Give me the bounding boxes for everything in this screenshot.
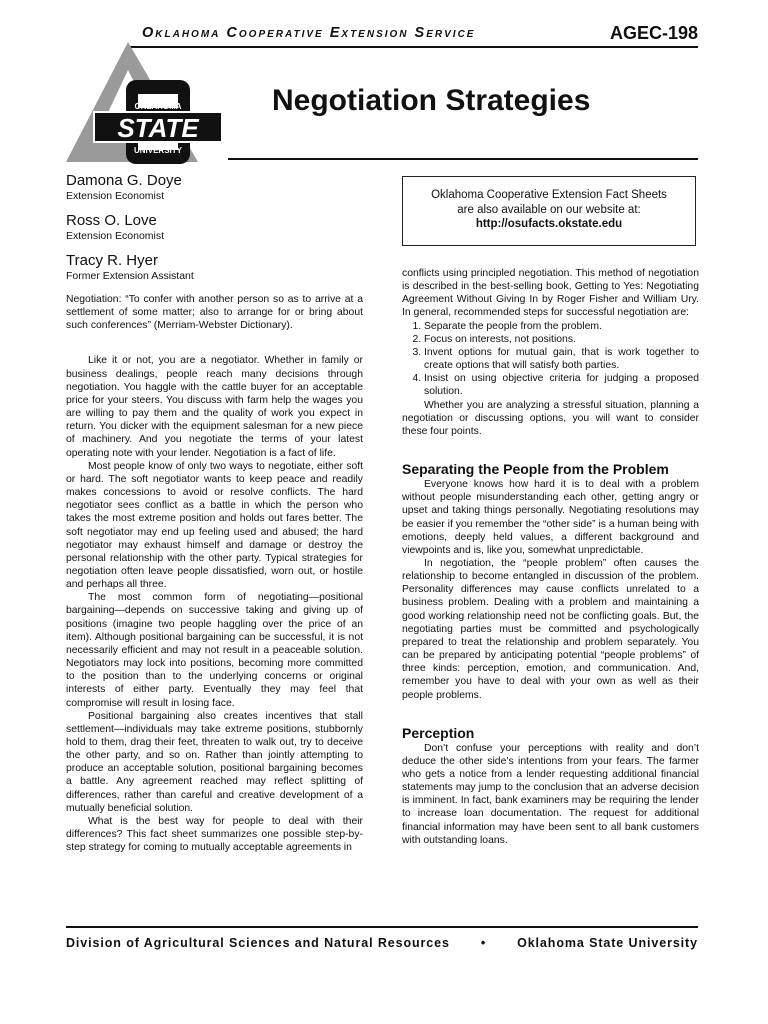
list-item: 1. Separate the people from the problem. [424, 320, 699, 333]
list-item: 3. Invent options for mutual gain, that is work together to create options that will satisfy both parties. [424, 346, 699, 372]
factbox-line: Oklahoma Cooperative Extension Fact Sheets [431, 189, 667, 201]
logo-state-text: STATE [117, 113, 199, 143]
extension-service-title: Oklahoma Cooperative Extension Service [142, 25, 476, 41]
footer-rule [66, 926, 698, 928]
footer-bullet: • [480, 936, 487, 950]
body-paragraph: conflicts using principled negotiation. This method of negotiation is described in the best-selling book, Getting to Yes: Negotiating Agreement Without Giving In by Roger Fisher and William Ury. In general, recommended steps for successful negotiation are: [402, 268, 699, 319]
footer-university: Oklahoma State University [517, 936, 698, 950]
fact-sheet-code: AGEC-198 [610, 23, 699, 43]
body-paragraph: Most people know of only two ways to negotiate, either soft or hard. The soft negotiator wants to keep peace and readily makes concessions to avoid or resolve conflicts. The hard negotiator sees conflict as a battle in which the person who takes the most extreme position and holds out fares better. The soft negotiator may end up feeling used and abused; the hard negotiator may exhaust himself and damage or destroy the personal relationship with the other party. Typical strategies for negotiation often leave people dissatisfied, worn out, or hostile and perhaps all three. [66, 460, 363, 591]
website-link[interactable]: http://osufacts.okstate.edu [475, 218, 623, 230]
body-paragraph: The most common form of negotiating—positional bargaining—depends on successive taking and giving up of positions (imagine two people haggling over the price of an item). Although positional bargaining can be successful, it is not necessarily efficient and may not result in a peaceable solution. Negotiators may lock into positions, becoming more committed to the position than to the underlying concerns or original interests of either party. Eventually they may feel that compromise will result in losing face. [66, 592, 363, 709]
body-paragraph: Don’t confuse your perceptions with reality and don’t deduce the other side’s intentions from your fears. The farmer who gets a notice from a lender requesting additional financial statements may jump to the conclusion that an adverse decision is imminent. In fact, bank examiners may be requiring the lender to increase loan documentation. The request for additional financial information may have been sent to all bank customers with outstanding loans. [402, 742, 699, 846]
body-paragraph: Everyone knows how hard it is to deal with a problem without people misunderstanding each other, getting angry or upset and taking things personally. Negotiating resolutions may be easier if you remember the “other side” is a human being with emotions, deeply held values, a different background and viewpoints and is, like you, somewhat unpredictable. [402, 479, 699, 556]
author-role: Extension Economist [66, 190, 165, 202]
factbox-line: are also available on our website at: [457, 203, 641, 216]
steps-list [402, 320, 699, 399]
body-paragraph: Like it or not, you are a negotiator. Whether in family or business dealings, people reach many decisions through negotiation. You haggle with the cattle buyer for an acceptable price for your steers. You discuss with farm help the wages you are willing to pay them and the quality of work you expect in return. You dicker with the equipment salesman for a new piece of machinery. And you negotiate the terms of your latest operating note with your lender. Negotiation is a fact of life. [66, 355, 363, 459]
body-paragraph: Whether you are analyzing a stressful situation, planning a negotiation or discussing options, you will want to consider these four points. [402, 399, 699, 437]
page-title: Negotiation Strategies [272, 84, 591, 117]
author-name: Tracy R. Hyer [66, 252, 158, 269]
title-rule [228, 158, 698, 160]
body-paragraph: In negotiation, the “people problem” often causes the relationship to become entangled in discussion of the problem. Personality differences may cause conflicts unrelated to a business problem. Dealing with a problem and maintaining a good working relationship need not be conflicting goals. But, the negotiating parties must be committed and psychologically prepared to treat the relationship and problem separately. You can be prepared by anticipating potential “people problems” of three kinds: perception, emotion, and communication. And, remember you have to deal with your own as well as their people problems. [402, 557, 699, 701]
list-item: 4. Insist on using objective criteria for judging a proposed solution. [424, 372, 699, 398]
author-block [66, 212, 164, 242]
author-name: Damona G. Doye [66, 172, 182, 189]
author-role: Extension Economist [66, 230, 165, 242]
osu-logo [58, 40, 228, 172]
footer [66, 936, 698, 950]
section-heading: Separating the People from the Problem [402, 461, 669, 478]
author-block [66, 252, 194, 282]
author-name: Ross O. Love [66, 212, 157, 229]
author-block [66, 172, 182, 202]
definition-paragraph: Negotiation: “To confer with another person so as to arrive at a settlement of some matter; also to arrange for or bring about such conferences” (Merriam-Webster Dictionary). [66, 294, 363, 332]
footer-division: Division of Agricultural Sciences and Natural Resources [66, 936, 450, 950]
logo-oklahoma-text: OKLAHOMA [134, 102, 182, 111]
list-item: 2. Focus on interests, not positions. [424, 333, 699, 346]
right-column [402, 267, 699, 847]
fact-sheet-box [402, 176, 696, 246]
section-heading: Perception [402, 724, 475, 741]
logo-university-text: UNIVERSITY [133, 146, 183, 155]
left-column [66, 293, 363, 854]
body-paragraph: Positional bargaining also creates incentives that stall settlement—individuals may take extreme positions, stubbornly hold to them, drag their feet, threaten to walk out, try to deceive the other party, and so on. Rather than jointly attempting to produce an acceptable solution, positional bargaining becomes a battle. Any agreement reached may reflect splitting of differences, rather than careful and creative development of a mutually beneficial solution. [66, 710, 363, 814]
body-paragraph: What is the best way for people to deal with their differences? This fact sheet summarizes one possible step-by-step strategy for coming to mutually acceptable agreements in [66, 815, 363, 854]
author-role: Former Extension Assistant [66, 270, 194, 282]
